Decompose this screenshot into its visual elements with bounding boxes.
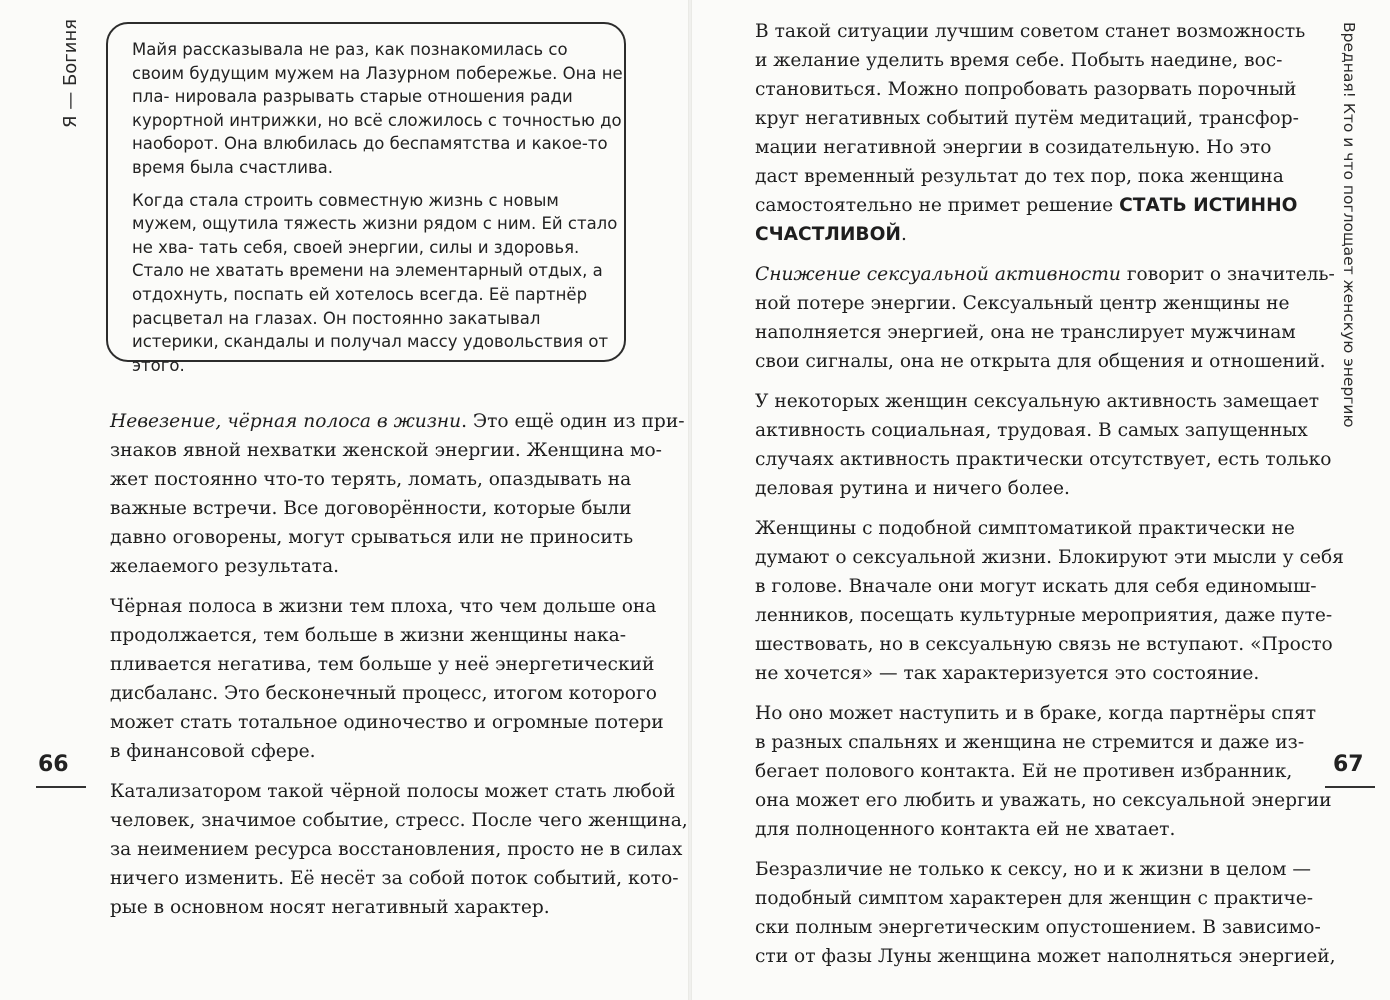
text-line: Но оно может наступить и в браке, когда партнёры спят [755,703,1317,724]
text-line: в финансовой сфере. [110,741,316,762]
callout-paragraph-1 [132,38,624,180]
right-page-number: 67 [1333,752,1364,777]
text-line: бегает полового контакта. Ей не противен избранник, [755,761,1293,782]
left-body-text [110,407,688,933]
body-paragraph [755,514,1344,688]
text-line: поспать ей хотелось всегда. Её партнёр расцветал на [132,284,588,328]
left-running-head: Я — Богиня [60,18,81,128]
body-paragraph [110,407,685,581]
text-line: деловая рутина и ничего более. [755,478,1070,499]
text-line: Безразличие не только к сексу, но и к жизни в целом — [755,859,1311,880]
text-line: не хочется» — так характеризуется это состояние. [755,663,1260,684]
text-line: и желание уделить время себе. Побыть наедине, вос- [755,50,1283,71]
text-line: продолжается, тем больше в жизни женщины нака- [110,625,627,646]
body-paragraph [755,699,1332,844]
text-line: ленников, посещать культурные мероприятия, даже путе- [755,605,1333,626]
bold-phrase: СЧАСТЛИВОЙ [755,224,901,245]
text-line: может стать тотальное одиночество и огромные потери [110,712,664,733]
text-line: В такой ситуации лучшим советом станет возможность [755,21,1306,42]
callout-box [106,22,626,375]
text-line: ски полным энергетическим опустошением. В зависимо- [755,917,1321,938]
text-line: глазах. Он постоянно закатывал истерики, скандалы [132,308,541,352]
text-run: . Это ещё один из при- [461,411,685,432]
text-line: Женщины с подобной симптоматикой практически не [755,518,1295,539]
text-line: свои сигналы, она не открыта для общения и отношений. [755,351,1326,372]
text-line: Майя рассказывала не раз, как познакомилась со своим [132,40,568,83]
text-line [755,220,1303,249]
text-line: рые в основном носят негативный характер. [110,897,550,918]
text-line: подобный симптом характерен для женщин с практиче- [755,888,1314,909]
body-paragraph [755,260,1335,376]
text-line: желаемого результата. [110,556,340,577]
text-line: будущим мужем на Лазурном побережье. Она не пла- [132,63,623,107]
text-line: ничего изменить. Её несёт за собой поток событий, кото- [110,868,679,889]
text-line: думают о сексуальной жизни. Блокируют эти мысли у себя [755,547,1344,568]
text-line: наполняется энергией, она не транслирует мужчинам [755,322,1296,343]
text-run: самостоятельно не примет решение [755,195,1120,216]
text-line: давно оговорены, могут срываться или не приносить [110,527,634,548]
text-line [755,260,1335,289]
text-line: Когда стала строить совместную жизнь с новым мужем, [132,190,559,234]
text-line: нировала разрывать старые отношения ради курортной [132,87,573,130]
bold-phrase: СТАТЬ ИСТИННО [1119,195,1298,216]
text-line: мации негативной энергии в созидательную. Но это [755,137,1272,158]
text-line: в разных спальнях и женщина не стремится и даже из- [755,732,1305,753]
text-line: круг негативных событий путём медитаций, трансфор- [755,108,1299,129]
text-line: ощутила тяжесть жизни рядом с ним. Ей стало не хва- [132,214,618,257]
text-line: знаков явной нехватки женской энергии. Женщина мо- [110,440,662,461]
text-line: человек, значимое событие, стресс. После чего женщина, [110,810,688,831]
text-line: случаях активность практически отсутствует, есть только [755,449,1332,470]
text-line: важные встречи. Все договорённости, которые были [110,498,632,519]
text-line: для полноценного контакта ей не хватает. [755,819,1176,840]
body-paragraph [110,777,688,922]
text-run: говорит о значитель- [1120,264,1335,285]
text-line: интрижки, но всё сложилось с точностью до наоборот. [132,110,622,154]
text-line: становиться. Можно попробовать разорвать порочный [755,79,1297,100]
italic-term: Снижение сексуальной активности [755,264,1121,285]
text-line: Катализатором такой чёрной полосы может стать любой [110,781,676,802]
text-line: жет постоянно что-то терять, ломать, опаздывать на [110,469,632,490]
text-line: и получал массу удовольствия от этого. [132,332,609,375]
text-line: дисбаланс. Это бесконечный процесс, итогом которого [110,683,657,704]
body-paragraph [110,592,664,766]
right-page-number-rule [1325,786,1375,788]
text-line [110,407,685,436]
italic-term: Невезение, чёрная полоса в жизни [110,411,462,432]
callout-paragraph-2 [132,189,624,378]
text-line: в голове. Вначале они могут искать для себя единомыш- [755,576,1317,597]
text-line: активность социальная, трудовая. В самых запущенных [755,420,1308,441]
text-line: У некоторых женщин сексуальную активность замещает [755,391,1319,412]
body-paragraph [755,17,1306,249]
text-line: сти от фазы Луны женщина может наполняться энергией, [755,946,1336,967]
right-running-head: Вредная! Кто и что поглощает женскую энергию [1340,22,1358,428]
text-line: шествовать, но в сексуальную связь не вступают. «Просто [755,634,1333,655]
text-line: хватать времени на элементарный отдых, а отдохнуть, [132,261,603,304]
body-paragraph [755,855,1336,971]
left-page-number-rule [36,786,86,788]
text-line: Чёрная полоса в жизни тем плоха, что чем дольше она [110,596,657,617]
text-line: за неимением ресурса восстановления, просто не в силах [110,839,683,860]
text-line: даст временный результат до тех пор, пока женщина [755,166,1284,187]
left-page-number: 66 [38,752,69,777]
text-line: ной потере энергии. Сексуальный центр женщины не [755,293,1290,314]
text-run: . [900,224,907,245]
text-line: Она влюбилась до беспамятства и какое-то время была [132,134,608,177]
text-line [755,191,1303,220]
text-line: пливается негатива, тем больше у неё энергетический [110,654,655,675]
text-line: она может его любить и уважать, но сексуальной энергии [755,790,1332,811]
text-line: счастлива. [239,157,334,177]
text-line: тать себя, своей энергии, силы и здоровья. Стало не [132,237,580,281]
body-paragraph [755,387,1332,503]
right-body-text [755,17,1344,982]
